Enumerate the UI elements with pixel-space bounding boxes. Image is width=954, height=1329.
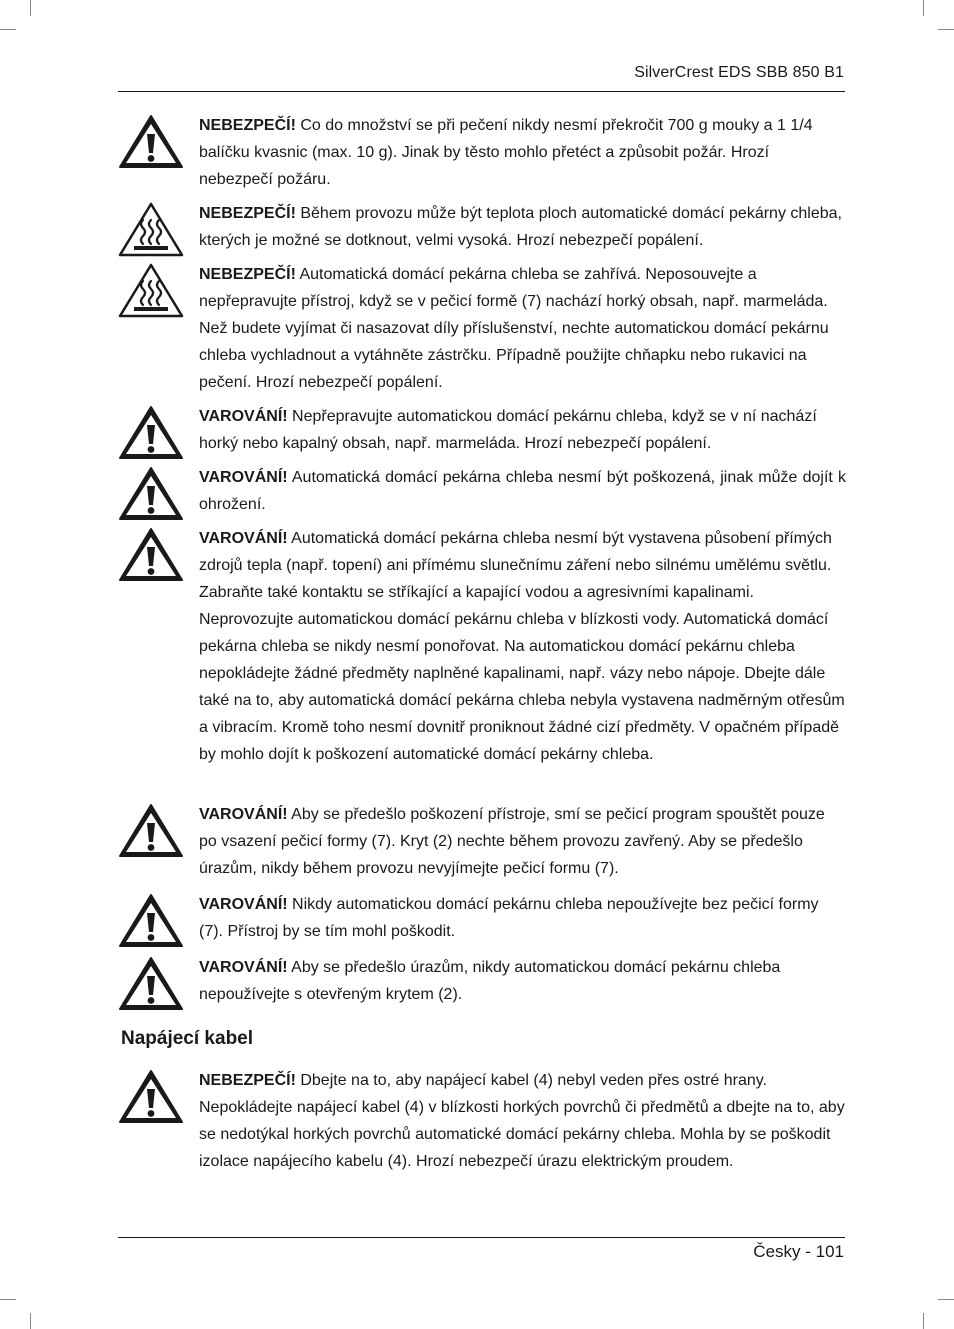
warning-triangle-icon [118,525,184,583]
crop-mark [923,1313,924,1329]
warning-body: Automatická domácí pekárna chleba se zahřívá. Neposouvejte a nepřepravujte přístroj, když se v pečicí formě (7) nachází horký obsah, např. marmeláda. Než budete vyjímat či nasazovat díly příslušenství, nechte automatickou domácí pekárnu chleba vychladnout a vytáhněte zástrčku. Případně použijte chňapku nebo rukavici na pečení. Hrozí nebezpečí popálení. [199,266,829,391]
entry-text [199,464,846,518]
entry-text [199,112,846,193]
entry-icons [118,525,184,583]
entry-icons [118,954,184,1012]
crop-mark [30,1313,31,1329]
warning-triangle-icon [118,464,184,522]
entry-text [199,403,846,457]
hot-surface-icon [118,261,184,319]
entry-text [199,525,846,768]
entry-icons [118,1067,184,1125]
section-heading: Napájecí kabel [121,1028,254,1049]
warning-label: VAROVÁNÍ! [199,530,288,547]
warning-triangle-icon [118,403,184,461]
entry-text [199,200,846,254]
warning-body: Dbejte na to, aby napájecí kabel (4) nebyl veden přes ostré hrany. Nepokládejte napájecí kabel (4) v blízkosti horkých povrchů či předmětů a dbejte na to, aby se nedotýkal horkých povrchů automatické domácí pekárny chleba. Mohla by se poškodit izolace napájecího kabelu (4). Hrozí nebezpečí úrazu elektrickým proudem. [199,1072,845,1170]
entry-text [199,891,846,945]
warning-body: Nepřepravujte automatickou domácí pekárnu chleba, když se v ní nachází horký nebo kapalný obsah, např. marmeláda. Hrozí nebezpečí popálení. [199,408,817,452]
crop-mark [30,0,31,16]
warning-body: Nikdy automatickou domácí pekárnu chleba nepoužívejte bez pečicí formy (7). Přístroj by se tím mohl poškodit. [199,896,819,940]
warning-body: Během provozu může být teplota ploch automatické domácí pekárny chleba, kterých je možné se dotknout, velmi vysoká. Hrozí nebezpečí popálení. [199,205,842,249]
entry-icons [118,403,184,461]
warning-triangle-icon [118,891,184,949]
crop-mark [938,29,954,30]
hot-surface-icon [118,200,184,258]
entry-icons [118,464,184,522]
entry-text [199,954,846,1008]
warning-label: VAROVÁNÍ! [199,469,288,486]
entry-icons [118,261,184,319]
warning-body: Aby se předešlo úrazům, nikdy automatickou domácí pekárnu chleba nepoužívejte s otevřeným krytem (2). [199,959,781,1003]
entry-text [199,801,846,882]
warning-triangle-icon [118,1067,184,1125]
warning-label: VAROVÁNÍ! [199,959,288,976]
footer-rule [118,1237,845,1238]
warning-triangle-icon [118,112,184,170]
entry-text [199,261,846,396]
warning-body: Automatická domácí pekárna chleba nesmí být vystavena působení přímých zdrojů tepla (např. topení) ani přímému slunečnímu záření nebo silnému umělému světlu. Zabraňte také kontaktu se stříkající a kapající vodou a agresivními kapalinami. Neprovozujte automatickou domácí pekárnu chleba v blízkosti vody. Automatická domácí pekárna chleba se nikdy nesmí ponořovat. Na automatickou domácí pekárnu chleba nepokládejte žádné předměty naplněné kapalinami, např. vázy nebo nápoje. Dbejte dále také na to, aby automatická domácí pekárna chleba nebyla vystavena nadměrným otřesům a vibracím. Kromě toho nesmí dovnitř proniknout žádné cizí předměty. V opačném případě by mohlo dojít k poškození automatické domácí pekárny chleba. [199,530,845,763]
warning-triangle-icon [118,801,184,859]
page-number: Česky - 101 [753,1242,844,1261]
warning-body: Co do množství se při pečení nikdy nesmí překročit 700 g mouky a 1 1/4 balíčku kvasnic (max. 10 g). Jinak by těsto mohlo přetéct a způsobit požár. Hrozí nebezpečí požáru. [199,117,813,188]
crop-mark [938,1299,954,1300]
warning-label: NEBEZPEČÍ! [199,1072,296,1089]
entry-text [199,1067,846,1175]
warning-body: Automatická domácí pekárna chleba nesmí být poškozená, jinak může dojít k ohrožení. [199,469,846,513]
warning-label: VAROVÁNÍ! [199,408,288,425]
entry-icons [118,891,184,949]
crop-mark [0,1299,16,1300]
crop-mark [0,29,16,30]
entry-icons [118,200,184,258]
warning-label: NEBEZPEČÍ! [199,117,296,134]
warning-label: NEBEZPEČÍ! [199,266,296,283]
warning-label: VAROVÁNÍ! [199,896,288,913]
crop-mark [923,0,924,16]
warning-triangle-icon [118,954,184,1012]
entry-icons [118,801,184,859]
warning-label: VAROVÁNÍ! [199,806,288,823]
warning-label: NEBEZPEČÍ! [199,205,296,222]
page-header-title: SilverCrest EDS SBB 850 B1 [634,64,844,81]
header-rule [118,91,845,92]
warning-body: Aby se předešlo poškození přístroje, smí se pečicí program spouštět pouze po vsazení pečicí formy (7). Kryt (2) nechte během provozu zavřený. Aby se předešlo úrazům, nikdy během provozu nevyjímejte pečicí formu (7). [199,806,825,877]
entry-icons [118,112,184,170]
